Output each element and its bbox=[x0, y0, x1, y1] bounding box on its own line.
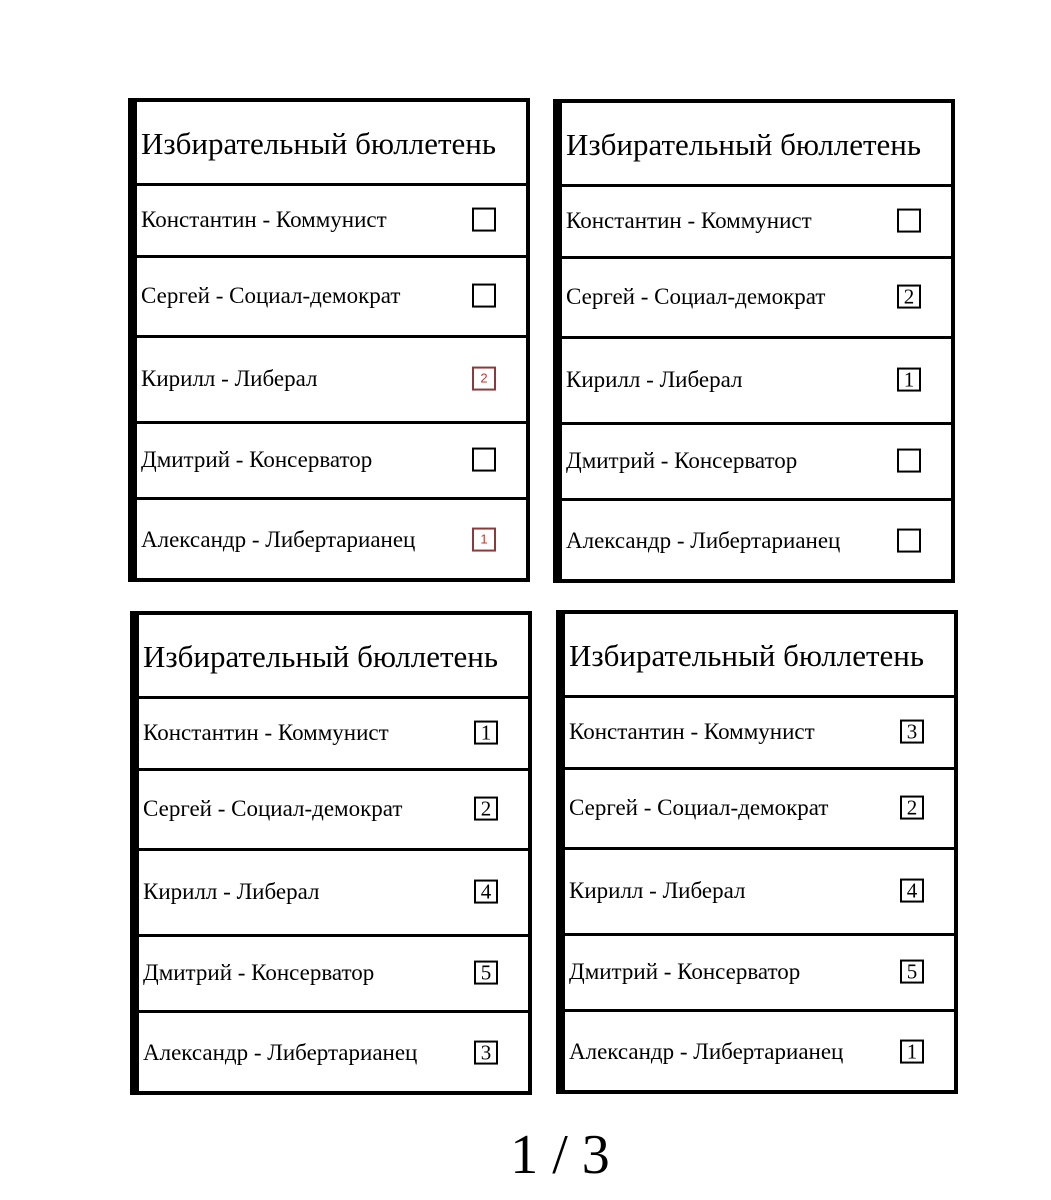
vote-checkbox[interactable]: 3 bbox=[900, 719, 924, 743]
ballot-row bbox=[137, 500, 526, 582]
ballot-row bbox=[565, 770, 954, 850]
ballot-row bbox=[139, 851, 528, 937]
vote-checkbox[interactable]: 2 bbox=[897, 284, 921, 308]
vote-checkbox[interactable] bbox=[897, 208, 921, 232]
ballot bbox=[128, 98, 530, 582]
candidate-label: Александр - Либертарианец bbox=[569, 1038, 844, 1064]
ballot-row bbox=[137, 338, 526, 424]
candidate-label: Дмитрий - Консерватор bbox=[143, 959, 375, 985]
candidate-label: Дмитрий - Консерватор bbox=[569, 958, 801, 984]
candidate-label: Александр - Либертарианец bbox=[143, 1039, 418, 1065]
vote-checkbox[interactable] bbox=[472, 447, 496, 471]
candidate-label: Кирилл - Либерал bbox=[143, 878, 320, 904]
ballot-title: Избирательный бюллетень bbox=[137, 102, 526, 186]
vote-checkbox[interactable]: 5 bbox=[900, 959, 924, 983]
ballot-row bbox=[565, 1012, 954, 1094]
vote-checkbox[interactable] bbox=[472, 283, 496, 307]
ballot bbox=[130, 611, 532, 1095]
candidate-label: Сергей - Социал-демократ bbox=[143, 795, 403, 821]
candidate-label: Сергей - Социал-демократ bbox=[141, 282, 401, 308]
ballot-title: Избирательный бюллетень bbox=[139, 615, 528, 699]
vote-checkbox[interactable]: 1 bbox=[897, 367, 921, 391]
vote-checkbox[interactable]: 1 bbox=[472, 528, 496, 552]
vote-checkbox[interactable]: 2 bbox=[472, 366, 496, 390]
page-indicator: 1 / 3 bbox=[510, 1124, 610, 1186]
ballot-row bbox=[137, 186, 526, 258]
candidate-label: Константин - Коммунист bbox=[141, 206, 387, 232]
vote-checkbox[interactable]: 4 bbox=[900, 878, 924, 902]
candidate-label: Константин - Коммунист bbox=[143, 719, 389, 745]
candidate-label: Сергей - Социал-демократ bbox=[569, 794, 829, 820]
vote-checkbox[interactable] bbox=[897, 448, 921, 472]
ballot-row bbox=[562, 187, 951, 259]
ballot-row bbox=[562, 339, 951, 425]
candidate-label: Константин - Коммунист bbox=[566, 207, 812, 233]
candidate-label: Кирилл - Либерал bbox=[141, 365, 318, 391]
ballot-row bbox=[139, 1013, 528, 1095]
ballot-row bbox=[139, 699, 528, 771]
ballot-row bbox=[139, 937, 528, 1013]
vote-checkbox[interactable]: 2 bbox=[900, 795, 924, 819]
candidate-label: Александр - Либертарианец bbox=[141, 526, 416, 552]
candidate-label: Сергей - Социал-демократ bbox=[566, 283, 826, 309]
ballot-title: Избирательный бюллетень bbox=[565, 614, 954, 698]
candidate-label: Константин - Коммунист bbox=[569, 718, 815, 744]
ballot-row bbox=[137, 424, 526, 500]
vote-checkbox[interactable]: 2 bbox=[474, 796, 498, 820]
vote-checkbox[interactable]: 4 bbox=[474, 879, 498, 903]
ballot-row bbox=[565, 936, 954, 1012]
vote-checkbox[interactable]: 3 bbox=[474, 1041, 498, 1065]
vote-checkbox[interactable] bbox=[472, 207, 496, 231]
ballot-row bbox=[565, 850, 954, 936]
ballot-row bbox=[139, 771, 528, 851]
candidate-label: Кирилл - Либерал bbox=[569, 877, 746, 903]
ballot-row bbox=[562, 501, 951, 583]
candidate-label: Кирилл - Либерал bbox=[566, 366, 743, 392]
ballot-row bbox=[137, 258, 526, 338]
ballot bbox=[553, 99, 955, 583]
candidate-label: Дмитрий - Консерватор bbox=[141, 446, 373, 472]
vote-checkbox[interactable]: 5 bbox=[474, 960, 498, 984]
candidate-label: Александр - Либертарианец bbox=[566, 527, 841, 553]
ballot-row bbox=[562, 259, 951, 339]
vote-checkbox[interactable]: 1 bbox=[474, 720, 498, 744]
ballot-row bbox=[565, 698, 954, 770]
vote-checkbox[interactable] bbox=[897, 529, 921, 553]
vote-checkbox[interactable]: 1 bbox=[900, 1040, 924, 1064]
ballot bbox=[556, 610, 958, 1094]
candidate-label: Дмитрий - Консерватор bbox=[566, 447, 798, 473]
ballot-title: Избирательный бюллетень bbox=[562, 103, 951, 187]
ballot-row bbox=[562, 425, 951, 501]
